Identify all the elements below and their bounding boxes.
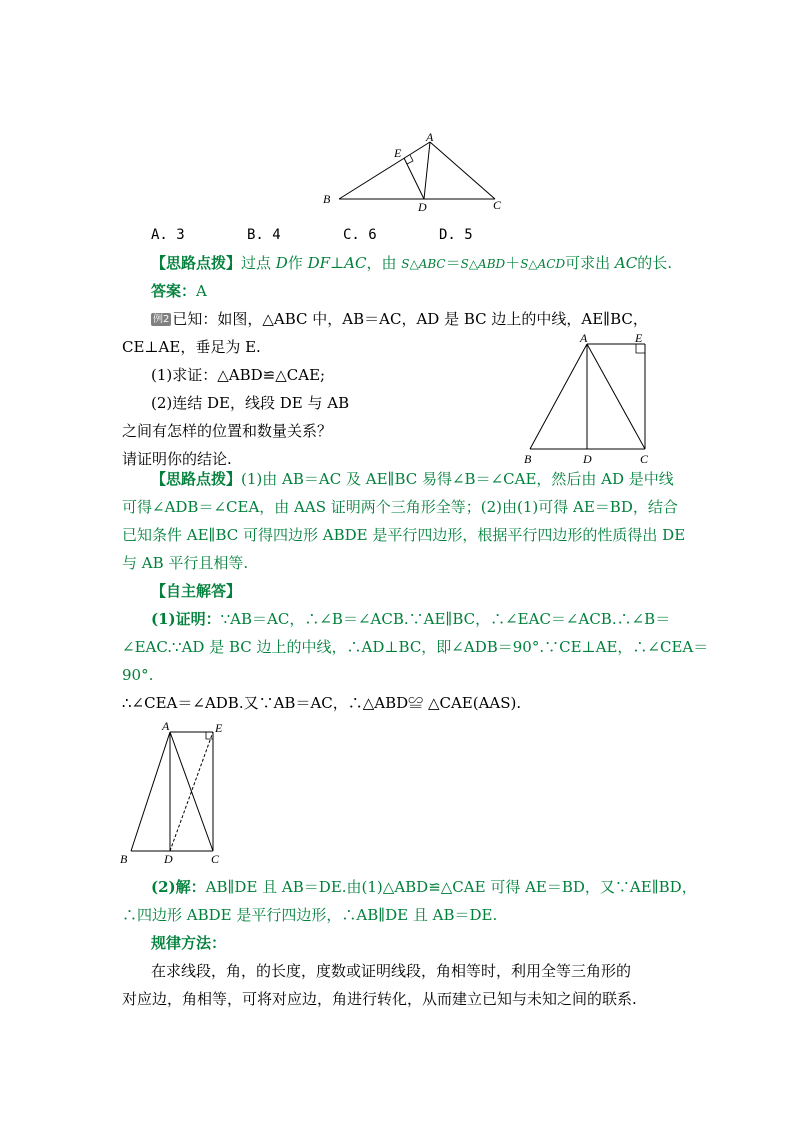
- figure-triangle-abc: [315, 130, 515, 215]
- example-2-question2b: 之间有怎样的位置和数量关系？: [122, 422, 333, 440]
- proof-1-line3: 90°.: [122, 666, 154, 684]
- segment-ba: [339, 142, 430, 199]
- example-2-line1: 例2 已知：如图，△ABC 中，AB＝AC，AD 是 BC 边上的中线，AE∥BC，: [153, 310, 648, 328]
- method-title: 规律方法：: [151, 934, 227, 952]
- hint-1-tag: 【思路点拨】: [151, 254, 242, 272]
- option-d[interactable]: D. 5: [439, 227, 473, 243]
- segment-de: [404, 158, 424, 199]
- label-c: C: [211, 852, 220, 866]
- proof-1-line1: (1)证明：∵AB＝AC，∴∠B＝∠ACB.∵AE∥BC，∴∠EAC＝∠ACB.∴∠B＝: [151, 610, 671, 628]
- option-a[interactable]: A. 3: [151, 227, 185, 243]
- hint-2-tag: 【思路点拨】: [151, 470, 242, 488]
- answer-label: 答案：: [151, 282, 197, 300]
- proof-2-label: (2)解：: [151, 878, 206, 896]
- segment-ab: [131, 732, 170, 851]
- label-a: A: [580, 331, 588, 345]
- label-c: C: [640, 452, 649, 466]
- method-line1: 在求线段，角，的长度，度数或证明线段，角相等时，利用全等三角形的: [151, 962, 632, 980]
- label-e: E: [635, 331, 643, 345]
- segment-ac: [430, 142, 495, 199]
- label-c: C: [493, 198, 502, 212]
- segment-ac: [587, 344, 645, 449]
- figure-example-2: [520, 331, 660, 466]
- example-2-question2c: 请证明你的结论.: [122, 450, 232, 468]
- segment-ab: [530, 344, 587, 449]
- label-d: D: [418, 200, 427, 214]
- hint-1: 【思路点拨】过点 D作 DF⊥AC，由 S△ABC＝S△ABD＋S△ACD可求出 AC的长.: [151, 254, 672, 272]
- label-a: A: [162, 719, 170, 733]
- proof-2-line2: ∴四边形 ABDE 是平行四边形，∴AB∥DE 且 AB＝DE.: [122, 906, 498, 924]
- method-line2: 对应边，角相等，可将对应边，角进行转化，从而建立已知与未知之间的联系.: [122, 990, 637, 1008]
- example-2-badge: 例2: [153, 314, 170, 325]
- example-2-question2a: (2)连结 DE，线段 DE 与 AB: [151, 394, 350, 412]
- example-2-line2: CE⊥AE，垂足为 E.: [122, 338, 261, 356]
- proof-1-line2: ∠EAC.∵AD 是 BC 边上的中线，∴AD⊥BC，即∠ADB＝90°.∵CE⊥AE，∴∠CEA＝: [122, 638, 709, 656]
- option-c[interactable]: C. 6: [343, 227, 377, 243]
- label-e: E: [215, 721, 223, 735]
- label-a: A: [426, 130, 434, 144]
- right-angle-mark: [636, 344, 645, 353]
- label-d: D: [164, 852, 173, 866]
- option-b[interactable]: B. 4: [247, 227, 281, 243]
- hint-2-line4: 与 AB 平行且相等.: [122, 554, 249, 572]
- label-d: D: [583, 452, 592, 466]
- example-2-question1: (1)求证：△ABD≌△CAE;: [151, 366, 326, 384]
- proof-2-line1: (2)解：AB∥DE 且 AB＝DE.由(1)△ABD≌△CAE 可得 AE＝BD，又∵AE∥BD，: [151, 878, 697, 896]
- answer-1: [151, 277, 207, 305]
- label-b: B: [120, 852, 128, 866]
- hint-2-line2: 可得∠ADB＝∠CEA，由 AAS 证明两个三角形全等；(2)由(1)可得 AE＝BD，结合: [122, 498, 678, 516]
- proof-1-label: (1)证明：: [151, 610, 221, 628]
- segment-ad: [424, 142, 430, 199]
- proof-1-line4: ∴∠CEA＝∠ADB.又∵AB＝AC，∴△ABD≌ △CAE(AAS).: [122, 694, 522, 712]
- hint-2-line1: 【思路点拨】(1)由 AB＝AC 及 AE∥BC 易得∠B＝∠CAE，然后由 AD 是中线: [151, 470, 674, 488]
- label-b: B: [524, 452, 532, 466]
- label-e: E: [394, 146, 402, 160]
- hint-2-line3: 已知条件 AE∥BC 可得四边形 ABDE 是平行四边形，根据平行四边形的性质得出 DE: [122, 526, 686, 544]
- label-b: B: [323, 192, 331, 206]
- answer-value: A: [196, 282, 207, 300]
- self-answer-tag: 【自主解答】: [151, 582, 242, 600]
- figure-parallelogram: [115, 718, 235, 868]
